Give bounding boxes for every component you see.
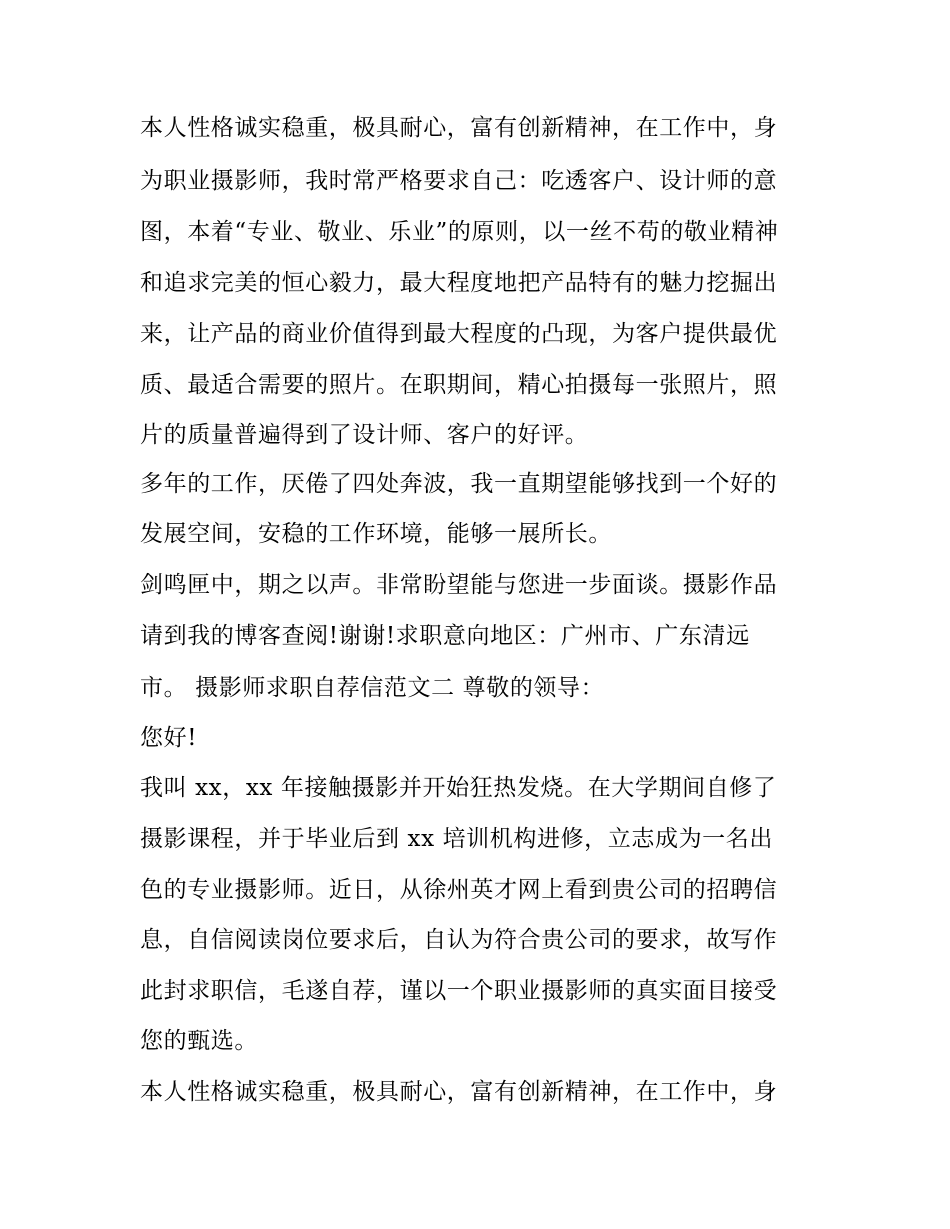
text-line: 色的专业摄影师。近日，从徐州英才网上看到贵公司的招聘信	[140, 877, 778, 903]
text-line: 您好!	[140, 725, 198, 751]
text-line: 请到我的博客查阅!谢谢!求职意向地区：广州市、广东清远	[140, 623, 750, 649]
text-line: 发展空间，安稳的工作环境，能够一展所长。	[140, 521, 612, 547]
text-line: 您的甄选。	[140, 1028, 258, 1054]
text-line: 和追求完美的恒心毅力，最大程度地把产品特有的魅力挖掘出	[140, 270, 778, 296]
text-line: 质、最适合需要的照片。在职期间，精心拍摄每一张照片，照	[140, 372, 778, 398]
text-line: 市。 摄影师求职自荐信范文二 尊敬的领导：	[140, 675, 605, 701]
text-line: 我叫 xx，xx 年接触摄影并开始狂热发烧。在大学期间自修了	[140, 775, 777, 801]
text-line: 此封求职信，毛遂自荐，谨以一个职业摄影师的真实面目接受	[140, 978, 778, 1004]
text-line: 片的质量普遍得到了设计师、客户的好评。	[140, 422, 589, 448]
text-line: 为职业摄影师，我时常严格要求自己：吃透客户、设计师的意	[140, 168, 778, 194]
text-line: 本人性格诚实稳重，极具耐心，富有创新精神，在工作中，身	[140, 1079, 778, 1105]
text-line: 本人性格诚实稳重，极具耐心，富有创新精神，在工作中，身	[140, 115, 778, 141]
text-line: 多年的工作，厌倦了四处奔波，我一直期望能够找到一个好的	[140, 471, 778, 497]
text-line: 摄影课程，并于毕业后到 xx 培训机构进修，立志成为一名出	[140, 826, 773, 852]
text-line: 剑鸣匣中，期之以声。非常盼望能与您进一步面谈。摄影作品	[140, 572, 778, 598]
text-line: 息，自信阅读岗位要求后，自认为符合贵公司的要求，故写作	[140, 927, 778, 953]
text-line: 图，本着“专业、敬业、乐业”的原则，以一丝不苟的敬业精神	[140, 219, 779, 245]
text-line: 来，让产品的商业价值得到最大程度的凸现，为客户提供最优	[140, 321, 778, 347]
